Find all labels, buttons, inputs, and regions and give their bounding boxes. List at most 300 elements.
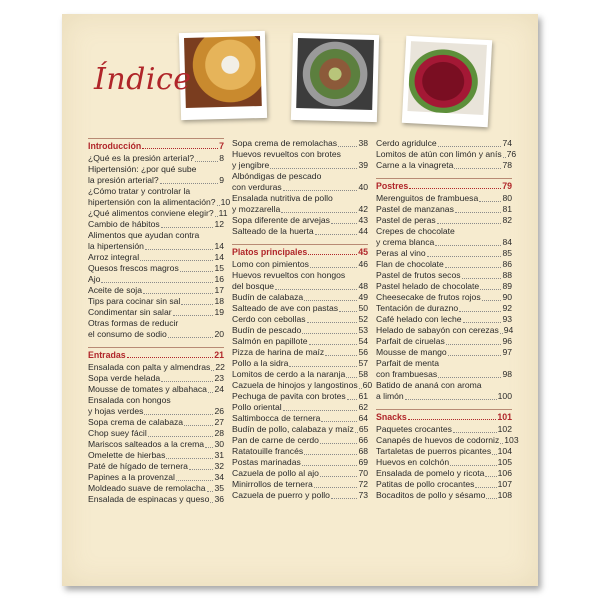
index-section [88, 347, 224, 505]
index-entry[interactable] [88, 164, 224, 175]
entry-title: Carne a la vinagreta [376, 160, 454, 170]
dot-leader [346, 377, 357, 378]
entry-page: 20 [214, 329, 224, 339]
entry-title: Hipertensión: ¿por qué sube [88, 164, 197, 174]
entry-page: 106 [497, 468, 512, 478]
index-entry[interactable] [88, 285, 224, 296]
section-page: 21 [214, 350, 224, 360]
index-entry[interactable] [88, 461, 224, 472]
dot-leader [180, 271, 214, 272]
index-entry[interactable] [376, 479, 512, 490]
entry-page: 102 [497, 424, 512, 434]
index-entry[interactable] [376, 259, 512, 270]
dot-leader [503, 157, 506, 158]
index-entry[interactable] [232, 182, 368, 193]
entry-title: Pizza de harina de maíz [232, 347, 325, 357]
dot-leader [445, 267, 502, 268]
section-title: Entradas [88, 350, 126, 360]
entry-page: 61 [358, 391, 368, 401]
index-entry[interactable] [232, 490, 368, 501]
entry-page: 108 [497, 490, 512, 500]
entry-title: y hojas verdes [88, 406, 144, 416]
index-column-2 [232, 138, 373, 508]
section-page: 79 [502, 181, 512, 191]
index-entry[interactable] [232, 479, 368, 490]
dot-leader [145, 249, 214, 250]
entry-page: 19 [214, 307, 224, 317]
index-entry[interactable] [232, 138, 368, 149]
index-section [376, 138, 517, 171]
index-entry[interactable] [232, 457, 368, 468]
entry-page: 48 [358, 281, 368, 291]
entry-title: Sopa verde helada [88, 373, 161, 383]
section-heading[interactable] [376, 409, 512, 424]
index-entry[interactable] [88, 197, 231, 208]
entry-title: Crepes de chocolate [376, 226, 455, 236]
dot-leader [482, 300, 502, 301]
index-entry[interactable] [232, 292, 368, 303]
dot-leader [320, 443, 357, 444]
entry-page: 80 [502, 193, 512, 203]
dot-leader [437, 223, 502, 224]
index-entry[interactable] [232, 336, 368, 347]
index-entry[interactable] [232, 446, 368, 457]
index-entry[interactable] [88, 230, 224, 241]
entry-title: Moldeado suave de remolacha [88, 483, 206, 493]
entry-title: la presión arterial? [88, 175, 159, 185]
entry-title: el consumo de sodio [88, 329, 167, 339]
dot-leader [475, 487, 496, 488]
index-column-1 [88, 138, 231, 512]
entry-title: hipertensión con la alimentación? [88, 197, 216, 207]
entry-title: Mousse de tomates y albahaca [88, 384, 207, 394]
entry-title: Cerdo con cebollas [232, 314, 306, 324]
food-photo-2 [291, 33, 379, 122]
entry-title: ¿Qué alimentos conviene elegir? [88, 208, 214, 218]
entry-title: Ratatouille francés [232, 446, 304, 456]
entry-page: 10 [220, 197, 231, 207]
dot-leader [338, 146, 357, 147]
dot-leader [408, 419, 497, 420]
dot-leader [480, 289, 501, 290]
index-entry[interactable] [88, 186, 224, 197]
index-entry[interactable] [232, 303, 368, 314]
entry-page: 40 [358, 182, 368, 192]
entry-title: Paquetes crocantes [376, 424, 452, 434]
dot-leader [462, 278, 502, 279]
entry-page: 54 [358, 336, 368, 346]
dot-leader [283, 190, 358, 191]
entry-page: 28 [214, 428, 224, 438]
dot-leader [331, 498, 358, 499]
entry-title: Ensalada con hongos [88, 395, 171, 405]
index-entry[interactable] [88, 208, 228, 219]
index-entry[interactable] [88, 175, 224, 186]
index-column-3 [376, 138, 519, 508]
index-entry[interactable] [376, 193, 512, 204]
index-entry[interactable] [232, 215, 368, 226]
entry-title: Quesos frescos magros [88, 263, 179, 273]
entry-title: Ajo [88, 274, 101, 284]
entry-title: Pastel helado de chocolate [376, 281, 480, 291]
entry-page: 70 [358, 468, 368, 478]
entry-title: Alimentos que ayudan contra [88, 230, 200, 240]
entry-title: Merenguitos de frambuesa [376, 193, 479, 203]
index-entry[interactable] [376, 204, 512, 215]
section-heading[interactable] [232, 244, 368, 259]
dot-leader [314, 487, 358, 488]
dot-leader [142, 148, 218, 149]
dot-leader [438, 377, 501, 378]
dot-leader [454, 168, 501, 169]
dot-leader [210, 502, 213, 503]
entry-title: y crema blanca [376, 237, 435, 247]
index-entry[interactable] [88, 406, 224, 417]
food-photo-3 [402, 36, 492, 127]
index-entry[interactable] [88, 472, 224, 483]
index-entry[interactable] [376, 248, 512, 259]
dot-leader [208, 392, 213, 393]
index-entry[interactable] [88, 417, 224, 428]
entry-page: 46 [358, 259, 368, 269]
entry-title: Canapés de huevos de codorniz [376, 435, 500, 445]
dot-leader [181, 304, 213, 305]
index-entry[interactable] [88, 450, 224, 461]
entry-title: ¿Cómo tratar y controlar la [88, 186, 191, 196]
index-entry[interactable] [376, 347, 512, 358]
entry-title: la hipertensión [88, 241, 144, 251]
entry-page: 17 [214, 285, 224, 295]
entry-page: 39 [358, 160, 368, 170]
entry-title: y mozzarella [232, 204, 281, 214]
index-entry[interactable] [376, 314, 512, 325]
dot-leader [355, 432, 358, 433]
index-section [88, 138, 231, 340]
index-entry[interactable] [88, 307, 224, 318]
dot-leader [302, 465, 358, 466]
index-entry[interactable] [376, 303, 512, 314]
section-page: 45 [358, 247, 368, 257]
entry-title: Ensalada con palta y almendras [88, 362, 211, 372]
dot-leader [161, 227, 214, 228]
entry-page: 74 [502, 138, 512, 148]
dot-leader [463, 322, 502, 323]
dot-leader [479, 201, 501, 202]
entry-page: 103 [504, 435, 519, 445]
entry-title: Helado de sabayón con cerezas [376, 325, 499, 335]
index-entry[interactable] [232, 314, 368, 325]
dot-leader [189, 469, 214, 470]
entry-title: Huevos en colchón [376, 457, 450, 467]
dot-leader [347, 399, 358, 400]
dot-leader [359, 388, 362, 389]
entry-title: Parfait de ciruelas [376, 336, 445, 346]
dot-leader [315, 234, 358, 235]
entry-page: 15 [214, 263, 224, 273]
entry-title: Peras al vino [376, 248, 426, 258]
entry-page: 92 [502, 303, 512, 313]
entry-page: 49 [358, 292, 368, 302]
section-title: Introducción [88, 141, 142, 151]
dot-leader [500, 443, 503, 444]
entry-title: Condimentar sin salar [88, 307, 172, 317]
entry-page: 57 [358, 358, 368, 368]
index-entry[interactable] [232, 369, 368, 380]
dot-leader [302, 333, 357, 334]
entry-page: 94 [503, 325, 514, 335]
entry-page: 38 [358, 138, 368, 148]
index-entry[interactable] [88, 318, 224, 329]
dot-leader [331, 223, 357, 224]
index-entry[interactable] [376, 281, 512, 292]
entry-title: Paté de hígado de ternera [88, 461, 188, 471]
entry-title: Ensalada de espinacas y queso [88, 494, 210, 504]
entry-page: 64 [358, 413, 368, 423]
dot-leader [205, 447, 213, 448]
entry-page: 52 [358, 314, 368, 324]
index-entry[interactable] [376, 226, 512, 237]
entry-title: Patitas de pollo crocantes [376, 479, 475, 489]
entry-page: 34 [214, 472, 224, 482]
index-entry[interactable] [232, 270, 368, 281]
dot-leader [492, 454, 497, 455]
dot-leader [450, 465, 497, 466]
entry-title: con frambuesas [376, 369, 438, 379]
entry-title: Salmón en papillote [232, 336, 308, 346]
entry-title: Mousse de mango [376, 347, 447, 357]
entry-page: 65 [358, 424, 369, 434]
dot-leader [500, 333, 503, 334]
dot-leader [281, 212, 357, 213]
entry-title: Pastel de frutos secos [376, 270, 461, 280]
index-entry[interactable] [232, 149, 368, 160]
index-entry[interactable] [232, 325, 368, 336]
entry-title: Budín de calabaza [232, 292, 304, 302]
index-entry[interactable] [88, 373, 224, 384]
index-entry[interactable] [232, 160, 368, 171]
index-entry[interactable] [232, 468, 368, 479]
section-page: 7 [219, 141, 224, 151]
index-entry[interactable] [376, 457, 512, 468]
entry-title: Pan de carne de cerdo [232, 435, 319, 445]
index-section [376, 409, 519, 501]
index-entry[interactable] [88, 252, 224, 263]
entry-title: Aceite de soja [88, 285, 142, 295]
entry-page: 8 [219, 153, 224, 163]
dot-leader [310, 267, 358, 268]
index-entry[interactable] [232, 281, 368, 292]
index-entry[interactable] [376, 237, 512, 248]
entry-title: Albóndigas de pescado [232, 171, 322, 181]
index-entry[interactable] [232, 402, 368, 413]
section-page: 101 [497, 412, 512, 422]
entry-page: 89 [502, 281, 512, 291]
index-entry[interactable] [376, 424, 512, 435]
entry-page: 26 [214, 406, 224, 416]
index-entry[interactable] [232, 413, 368, 424]
dot-leader [304, 454, 357, 455]
index-entry[interactable] [376, 391, 512, 402]
index-entry[interactable] [232, 193, 368, 204]
dot-leader [144, 414, 213, 415]
entry-page: 62 [358, 402, 368, 412]
dot-leader [161, 381, 213, 382]
entry-page: 68 [358, 446, 368, 456]
entry-page: 44 [358, 226, 368, 236]
dot-leader [446, 344, 502, 345]
entry-title: Tartaletas de puerros picantes [376, 446, 492, 456]
index-entry[interactable] [376, 215, 512, 226]
index-entry[interactable] [376, 446, 512, 457]
index-entry[interactable] [376, 160, 512, 171]
dot-leader [453, 432, 497, 433]
entry-page: 60 [362, 380, 373, 390]
entry-title: Minirrollos de ternera [232, 479, 313, 489]
entry-page: 43 [358, 215, 368, 225]
dot-leader [215, 216, 218, 217]
index-entry[interactable] [88, 296, 224, 307]
section-heading[interactable] [88, 347, 224, 362]
entry-title: Bocaditos de pollo y sésamo [376, 490, 486, 500]
entry-title: Pastel de manzanas [376, 204, 454, 214]
dot-leader [160, 183, 219, 184]
index-entry[interactable] [232, 424, 368, 435]
index-entry[interactable] [232, 347, 368, 358]
entry-page: 82 [502, 215, 512, 225]
entry-title: Cheesecake de frutos rojos [376, 292, 481, 302]
entry-page: 42 [358, 204, 368, 214]
entry-page: 85 [502, 248, 512, 258]
index-entry[interactable] [376, 468, 512, 479]
index-entry[interactable] [232, 435, 368, 446]
dot-leader [320, 476, 357, 477]
index-entry[interactable] [88, 263, 224, 274]
dot-leader [101, 282, 213, 283]
entry-title: con verduras [232, 182, 282, 192]
entry-title: y jengibre [232, 160, 270, 170]
index-entry[interactable] [88, 494, 224, 505]
entry-page: 104 [497, 446, 512, 456]
index-entry[interactable] [88, 329, 224, 340]
index-entry[interactable] [88, 395, 224, 406]
index-entry[interactable] [232, 380, 373, 391]
dot-leader [166, 458, 213, 459]
entry-page: 100 [497, 391, 512, 401]
entry-title: Huevos revueltos con hongos [232, 270, 346, 280]
dot-leader [148, 436, 214, 437]
index-entry[interactable] [376, 435, 519, 446]
entry-title: Sopa crema de calabaza [88, 417, 184, 427]
entry-title: a limón [376, 391, 404, 401]
entry-page: 69 [358, 457, 368, 467]
entry-page: 98 [502, 369, 512, 379]
entry-page: 23 [214, 373, 224, 383]
index-entry[interactable] [376, 358, 512, 369]
dot-leader [195, 161, 218, 162]
dot-leader [485, 476, 496, 477]
index-entry[interactable] [88, 362, 224, 373]
entry-title: Lomo con pimientos [232, 259, 309, 269]
index-entry[interactable] [232, 391, 368, 402]
entry-page: 72 [358, 479, 368, 489]
index-entry[interactable] [376, 270, 512, 281]
entry-title: Tentación de durazno [376, 303, 459, 313]
dot-leader [217, 205, 220, 206]
index-entry[interactable] [376, 490, 512, 501]
entry-title: Arroz integral [88, 252, 140, 262]
dot-leader [207, 491, 214, 492]
index-entry[interactable] [376, 149, 517, 160]
index-entry[interactable] [88, 483, 224, 494]
entry-title: Ensalada nutritiva de pollo [232, 193, 333, 203]
entry-page: 53 [358, 325, 368, 335]
index-entry[interactable] [88, 274, 224, 285]
entry-title: Huevos revueltos con brotes [232, 149, 341, 159]
index-entry[interactable] [232, 204, 368, 215]
index-entry[interactable] [88, 219, 224, 230]
index-entry[interactable] [232, 358, 368, 369]
index-entry[interactable] [376, 325, 512, 336]
entry-title: Cambio de hábitos [88, 219, 160, 229]
index-entry[interactable] [376, 380, 512, 391]
entry-title: Budín de pollo, calabaza y maíz [232, 424, 354, 434]
food-photo-beet-icon [407, 41, 487, 115]
index-entry[interactable] [232, 226, 368, 237]
index-entry[interactable] [88, 153, 224, 164]
entry-page: 35 [214, 483, 224, 493]
entry-title: Flan de chocolate [376, 259, 444, 269]
index-entry[interactable] [232, 259, 368, 270]
index-entry[interactable] [376, 336, 512, 347]
dot-leader [307, 322, 358, 323]
index-entry[interactable] [232, 171, 368, 182]
index-entry[interactable] [376, 369, 512, 380]
index-section [232, 138, 368, 237]
index-entry[interactable] [88, 241, 224, 252]
dot-leader [143, 293, 213, 294]
dot-leader [405, 399, 497, 400]
entry-title: Budín de pescado [232, 325, 302, 335]
page-title: Índice [94, 62, 192, 97]
entry-page: 105 [497, 457, 512, 467]
entry-page: 36 [214, 494, 224, 504]
section-heading[interactable] [88, 138, 224, 153]
entry-title: Salteado de ave con pastas [232, 303, 339, 313]
entry-page: 24 [214, 384, 224, 394]
entry-title: Ensalada de pomelo y ricota [376, 468, 485, 478]
index-entry[interactable] [376, 138, 512, 149]
entry-title: Batido de ananá con aroma [376, 380, 482, 390]
entry-title: Salteado de la huerta [232, 226, 314, 236]
index-entry[interactable] [88, 384, 224, 395]
index-entry[interactable] [88, 439, 224, 450]
section-title: Platos principales [232, 247, 308, 257]
section-heading[interactable] [376, 178, 512, 193]
entry-page: 66 [358, 435, 368, 445]
entry-title: Otras formas de reducir [88, 318, 179, 328]
index-entry[interactable] [376, 292, 512, 303]
entry-page: 97 [502, 347, 512, 357]
dot-leader [325, 355, 357, 356]
entry-page: 88 [502, 270, 512, 280]
entry-page: 30 [214, 439, 224, 449]
entry-title: Pastel de peras [376, 215, 436, 225]
index-entry[interactable] [88, 428, 224, 439]
dot-leader [127, 357, 214, 358]
dot-leader [427, 256, 502, 257]
entry-page: 81 [502, 204, 512, 214]
entry-page: 9 [219, 175, 224, 185]
